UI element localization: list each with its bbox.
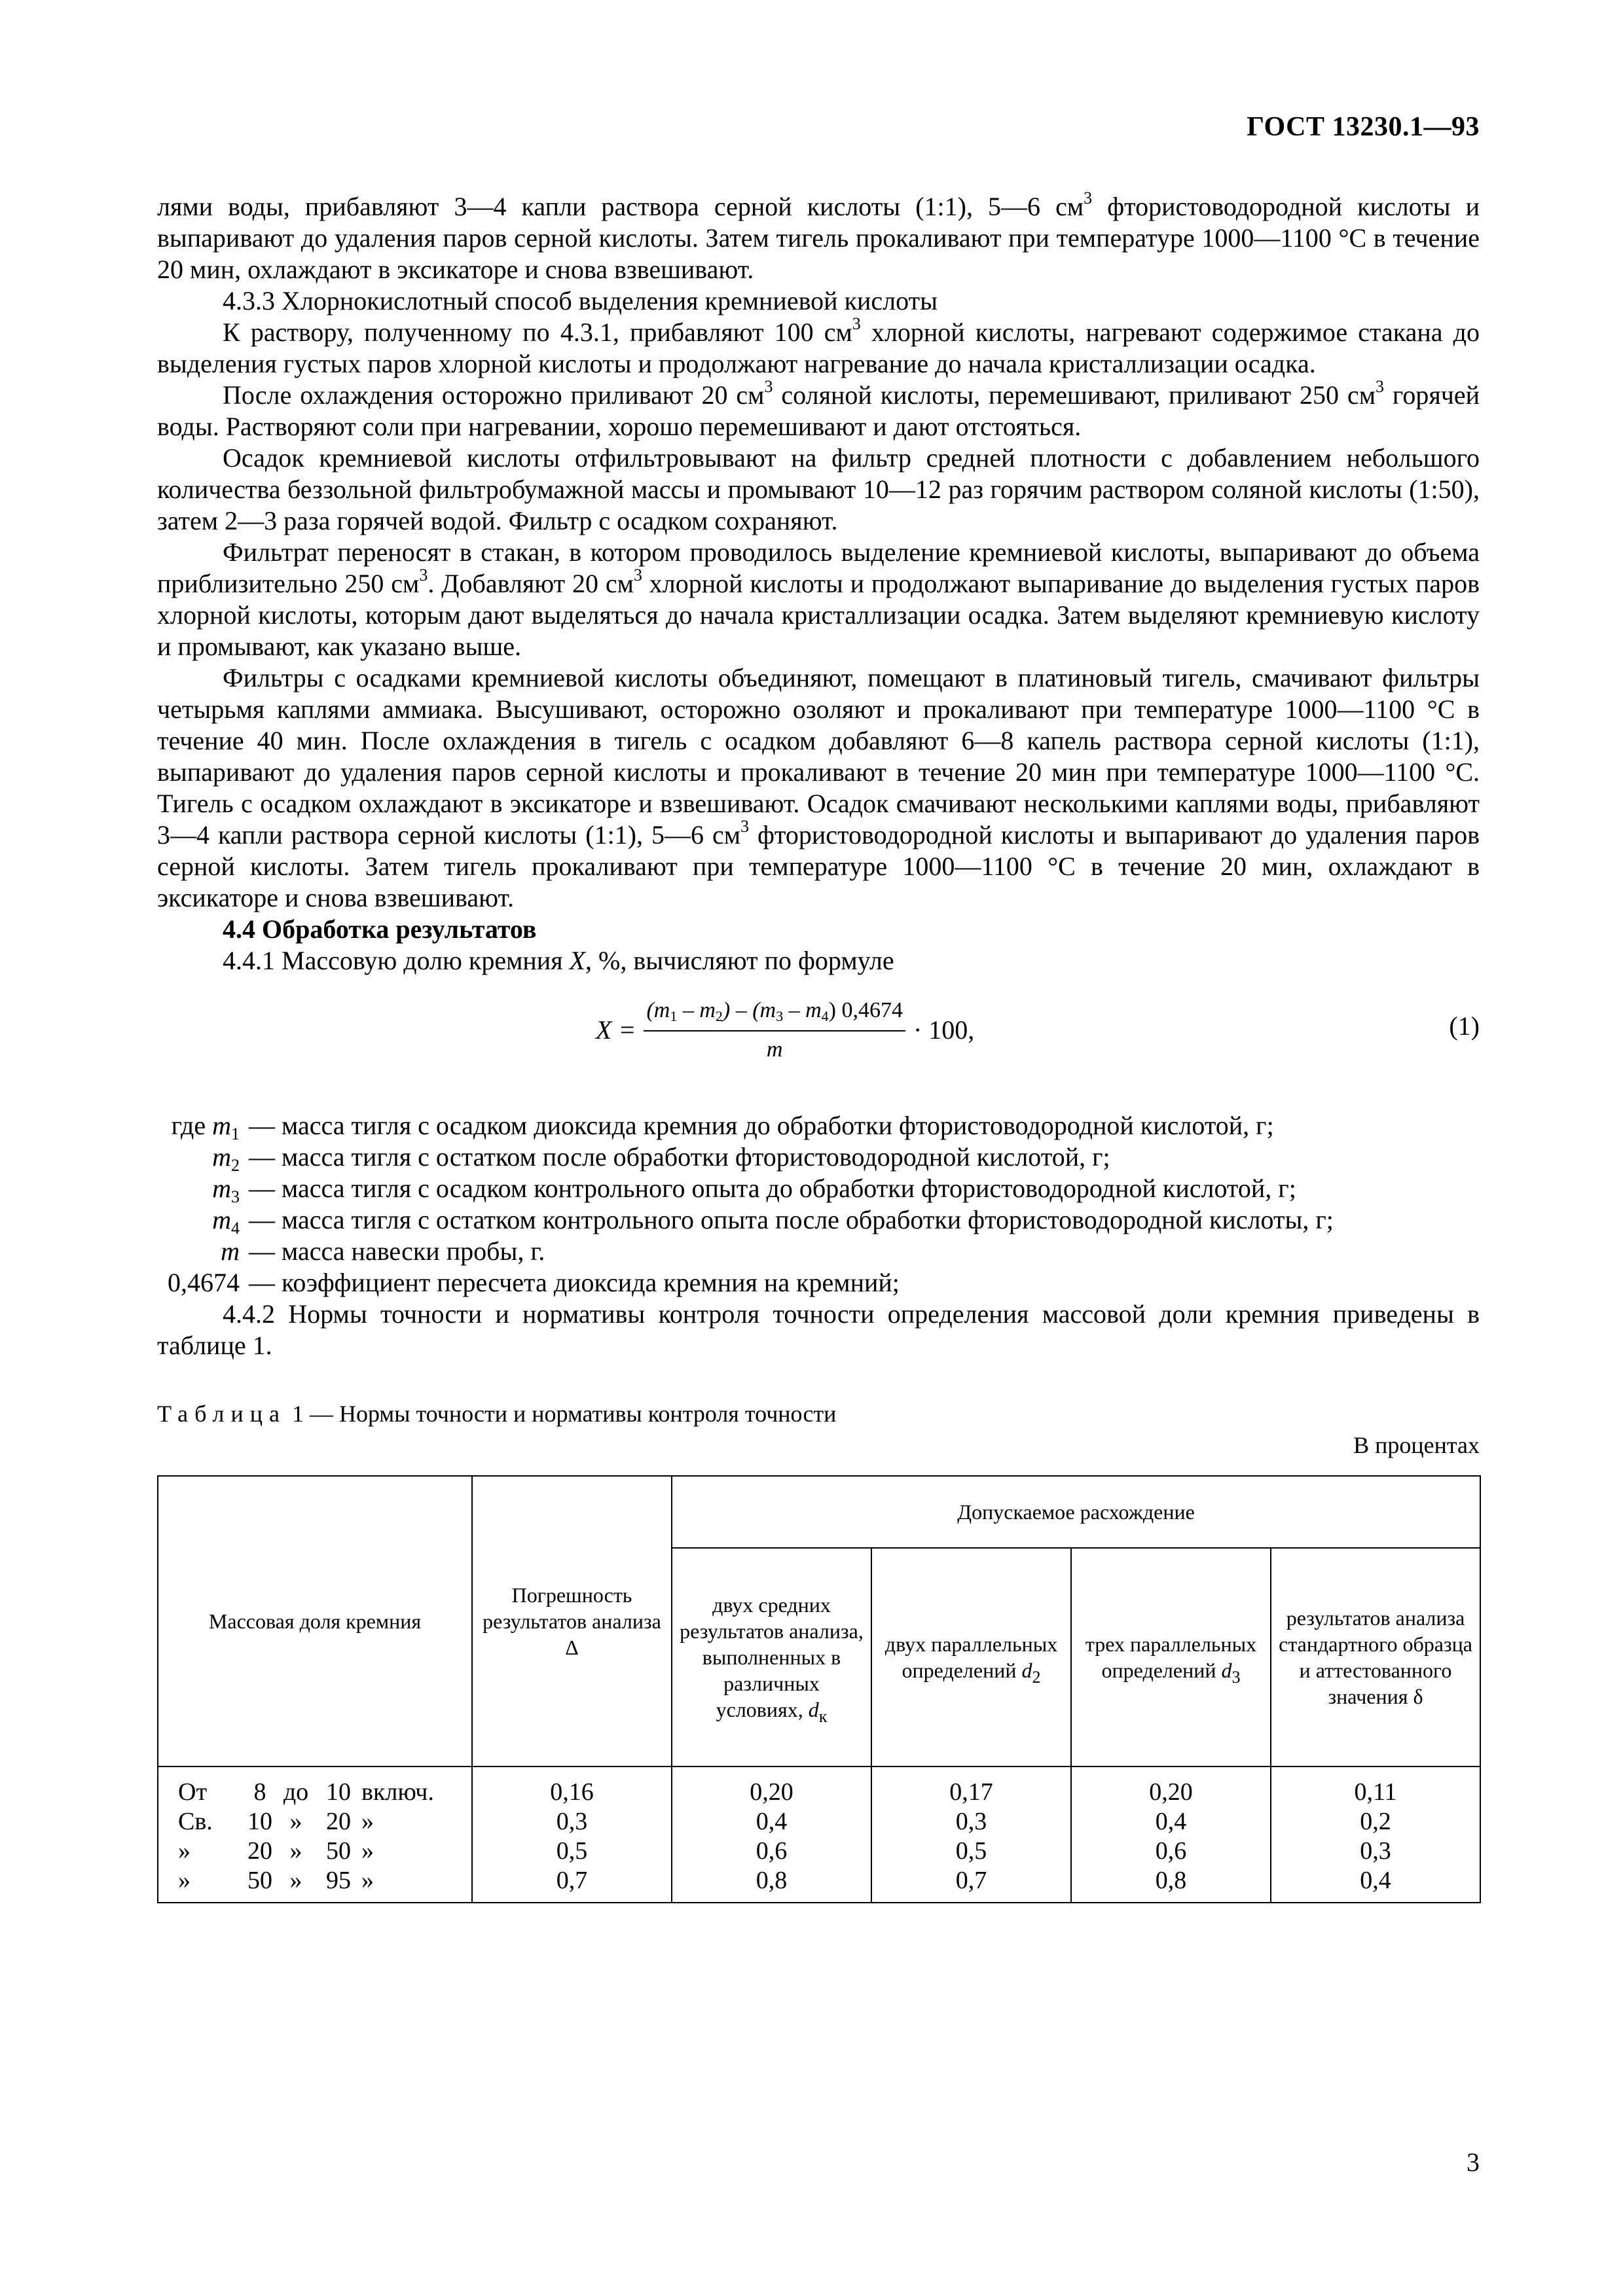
text: соляной кислоты, перемешивают, приливают 250 см: [773, 380, 1376, 410]
range-part: »: [289, 1837, 302, 1865]
range-part: »: [289, 1808, 302, 1835]
legend-dash: —: [249, 1142, 275, 1172]
header-error: Погрешность результатов анализа Δ: [472, 1476, 672, 1767]
legend-text: коэффициент пересчета диоксида кремния на кремний;: [282, 1268, 900, 1297]
superscript: 3: [419, 565, 428, 584]
range-row: [178, 1866, 466, 1895]
range-row: [178, 1778, 466, 1807]
formula-part: – m: [783, 998, 822, 1022]
table-value: 0,6: [1155, 1837, 1187, 1865]
table-value: 0,4: [1360, 1867, 1391, 1894]
superscript: 3: [1084, 188, 1093, 207]
formula-fraction: [644, 995, 905, 1066]
legend-text: масса тигля с остатком после обработки фтористоводородной кислотой, г;: [282, 1142, 1110, 1172]
paragraph: [157, 662, 1480, 914]
text: . Добавляют 20 см: [428, 569, 634, 598]
range-part: »: [178, 1837, 191, 1865]
cell-error: [472, 1767, 672, 1903]
legend-variable: m: [212, 1205, 231, 1234]
legend-prefix: 0,4674: [168, 1268, 240, 1297]
legend-text: масса тигля с осадком контрольного опыта до обработки фтористоводородной кислотой, г;: [282, 1174, 1296, 1203]
header-d2: [871, 1548, 1071, 1767]
range-part: включ.: [361, 1778, 434, 1806]
legend-dash: —: [249, 1174, 275, 1203]
table-value: 0,7: [556, 1867, 588, 1894]
subscript: 3: [231, 1187, 240, 1206]
table-value: 0,3: [1360, 1837, 1391, 1865]
header-delta: результатов анализа стандартного образца и аттестованного значения δ: [1271, 1548, 1480, 1767]
superscript: 3: [1376, 377, 1385, 396]
paragraph: [157, 314, 1480, 380]
table-value: 0,20: [1149, 1778, 1193, 1806]
subscript: к: [818, 1707, 828, 1726]
legend-symbol: [157, 1267, 249, 1299]
subscript: 4: [821, 1008, 829, 1024]
table-caption-text: 1 — Нормы точности и нормативы контроля точности: [285, 1401, 837, 1427]
header-d3: [1071, 1548, 1271, 1767]
range-part: 20: [326, 1808, 351, 1835]
range-part: 20: [247, 1837, 272, 1865]
subscript: 2: [231, 1156, 240, 1175]
formula-part: – m: [677, 998, 716, 1022]
table-value: 0,16: [550, 1778, 594, 1806]
section-heading: 4.4 Обработка результатов: [223, 914, 537, 944]
formula-denominator: m: [766, 1037, 783, 1062]
text: лями воды, прибавляют 3—4 капли раствора серной кислоты (1:1), 5—6 см: [157, 192, 1084, 221]
formula-part: ) – (m: [722, 998, 776, 1022]
text: фтористоводородной кислоты и выпаривают до удаления паров серной кислоты. Затем тигель прокаливают при температуре 1000—1100 °С в течение 20 мин, охлаждают в эксикаторе и снова взвешивают.: [157, 192, 1480, 284]
subscript: 2: [715, 1008, 723, 1024]
document-page: [157, 0, 1480, 2296]
legend-dash: —: [249, 1268, 275, 1297]
text: двух параллельных определений: [884, 1632, 1058, 1682]
table-value: 0,17: [949, 1778, 993, 1806]
cell-ranges: [158, 1767, 472, 1903]
range-part: 50: [247, 1867, 272, 1894]
subscript: 1: [231, 1124, 240, 1143]
legend-variable: m: [212, 1111, 231, 1140]
formula-block: [157, 991, 1480, 1077]
range-part: 10: [326, 1778, 351, 1806]
range-part: »: [361, 1808, 374, 1835]
superscript: 3: [740, 817, 750, 836]
table-value: 0,4: [1155, 1808, 1187, 1835]
range-part: »: [361, 1837, 374, 1865]
range-part: 10: [247, 1808, 272, 1835]
table-value: 0,3: [955, 1808, 987, 1835]
formula-legend: [157, 1110, 1480, 1299]
legend-text: масса тигля с остатком контрольного опыта после обработки фтористоводородной кислоты, г;: [282, 1205, 1334, 1234]
legend-variable: m: [212, 1174, 231, 1203]
table-caption-label: Таблица: [157, 1401, 286, 1427]
range-part: »: [178, 1867, 191, 1894]
table-value: 0,6: [756, 1837, 788, 1865]
legend-variable: m: [221, 1236, 240, 1266]
table-value: 0,20: [750, 1778, 793, 1806]
text: двух средних результатов анализа, выполненных в различных условиях,: [680, 1593, 864, 1721]
legend-text: масса навески пробы, г.: [282, 1236, 545, 1266]
legend-symbol: [157, 1173, 249, 1204]
legend-symbol: [157, 1236, 249, 1267]
text: К раствору, полученному по 4.3.1, прибавляют 100 см: [223, 317, 852, 347]
symbol: d: [1221, 1659, 1232, 1682]
formula-part: ) 0,4674: [828, 998, 903, 1022]
formula: [596, 995, 974, 1066]
legend-symbol: [157, 1141, 249, 1173]
symbol: d: [808, 1698, 819, 1721]
legend-prefix: где: [171, 1111, 213, 1140]
paragraph: [157, 537, 1480, 662]
variable: X: [569, 946, 586, 975]
superscript: 3: [764, 377, 773, 396]
formula-lhs: X =: [596, 1015, 636, 1045]
paragraph: Осадок кремниевой кислоты отфильтровывают на фильтр средней плотности с добавлением небольшого количества беззольной фильтробумажной массы и промывают 10—12 раз горячим раствором соляной кислоты (1:50), затем 2—3 раза горячей водой. Фильтр с осадком сохраняют.: [157, 443, 1480, 535]
text: Фильтры с осадками кремниевой кислоты объединяют, помещают в платиновый тигель, смачивают фильтры четырьмя каплями аммиака. Высушивают, осторожно озоляют и прокаливают при температуре 1000—1100 °С в течение 40 мин. После охлаждения в тигель с осадком добавляют 6—8 капель раствора серной кислоты (1:1), выпаривают до удаления паров серной кислоты и прокаливают в течение 20 мин при температуре 1000—1100 °С. Тигель с осадком охлаждают в эксикаторе и взвешивают. Осадок смачивают несколькими каплями воды, прибавляют 3—4 капли раствора серной кислоты (1:1), 5—6 см: [157, 663, 1480, 850]
cell-d3: [1071, 1767, 1271, 1903]
paragraph: 4.4.2 Нормы точности и нормативы контроля точности определения массовой доли кремния приведены в таблице 1.: [157, 1299, 1480, 1360]
table-unit: В процентах: [1353, 1432, 1480, 1458]
document-body: [157, 188, 1480, 1903]
table-value: 0,11: [1354, 1778, 1397, 1806]
table-value: 0,3: [556, 1808, 588, 1835]
norms-table: [157, 1475, 1481, 1903]
range-part: Св.: [178, 1808, 213, 1835]
text: 4.4.1 Массовую долю кремния: [223, 946, 570, 975]
table-value: 0,7: [955, 1867, 987, 1894]
text: После охлаждения осторожно приливают 20 см: [223, 380, 765, 410]
header-mass-fraction: Массовая доля кремния: [158, 1476, 472, 1767]
range-part: до: [283, 1778, 309, 1806]
legend-dash: —: [249, 1236, 275, 1266]
legend-symbol: [157, 1204, 249, 1236]
text: трех параллельных определений: [1085, 1632, 1257, 1682]
legend-variable: m: [212, 1142, 231, 1172]
superscript: 3: [852, 314, 861, 333]
subscript: 2: [1032, 1668, 1041, 1687]
range-part: 8: [253, 1778, 266, 1806]
text: , %, вычисляют по формуле: [585, 946, 894, 975]
table-value: 0,5: [955, 1837, 987, 1865]
paragraph: [157, 188, 1480, 285]
subscript: 1: [670, 1008, 678, 1024]
equation-number: (1): [1449, 1011, 1480, 1041]
table-value: 0,5: [556, 1837, 588, 1865]
range-row: [178, 1837, 466, 1866]
formula-numerator: [644, 995, 905, 1031]
range-part: »: [289, 1867, 302, 1894]
page-number: 3: [1467, 2147, 1480, 2177]
text: хлорной кислоты и продолжают выпаривание до выделения густых паров хлорной кислоты, которым дают выделяться до начала кристаллизации осадка. Затем выделяют кремниевую кислоту и промывают, как указано выше.: [157, 569, 1480, 661]
subscript: 3: [776, 1008, 784, 1024]
subscript: 4: [231, 1219, 240, 1238]
symbol: d: [1021, 1659, 1032, 1682]
range-part: 95: [326, 1867, 351, 1894]
range-part: 50: [326, 1837, 351, 1865]
header-dk: [672, 1548, 871, 1767]
superscript: 3: [633, 565, 642, 584]
legend-symbol: [157, 1110, 249, 1141]
cell-delta: [1271, 1767, 1480, 1903]
subsection-title: 4.3.3 Хлорнокислотный способ выделения кремниевой кислоты: [223, 286, 938, 315]
legend-dash: —: [249, 1111, 275, 1140]
text: хлорной кислоты, нагревают содержимое стакана до выделения густых паров хлорной кислоты и продолжают нагревание до начала кристаллизации осадка.: [157, 317, 1480, 378]
text: фтористоводородной кислоты и выпаривают до удаления паров серной кислоты. Затем тигель прокаливают при температуре 1000—1100 °С в течение 20 мин, охлаждают в эксикаторе и снова взвешивают.: [157, 820, 1480, 912]
range-part: »: [361, 1867, 374, 1894]
header-allowed-discrepancy: Допускаемое расхождение: [672, 1476, 1480, 1548]
legend-text: масса тигля с осадком диоксида кремния до обработки фтористоводородной кислотой, г;: [282, 1111, 1274, 1140]
range-part: От: [178, 1778, 208, 1806]
text: Фильтрат переносят в стакан, в котором проводилось выделение кремниевой кислоты, выпаривают до объема приблизительно 250 см: [157, 537, 1480, 598]
paragraph: [157, 377, 1480, 442]
formula-part: (m: [646, 998, 670, 1022]
range-row: [178, 1807, 466, 1837]
document-header: ГОСТ 13230.1—93: [1247, 112, 1480, 142]
cell-d2: [871, 1767, 1071, 1903]
table-value: 0,8: [1155, 1867, 1187, 1894]
cell-dk: [672, 1767, 871, 1903]
table-caption: [157, 1399, 1480, 1428]
table-value: 0,8: [756, 1867, 788, 1894]
formula-tail: · 100,: [913, 1015, 975, 1045]
paragraph: [157, 945, 1480, 977]
subscript: 3: [1231, 1668, 1241, 1687]
text: горячей воды. Растворяют соли при нагревании, хорошо перемешивают и дают отстояться.: [157, 380, 1480, 441]
table-value: 0,4: [756, 1808, 788, 1835]
table-value: 0,2: [1360, 1808, 1391, 1835]
legend-dash: —: [249, 1205, 275, 1234]
